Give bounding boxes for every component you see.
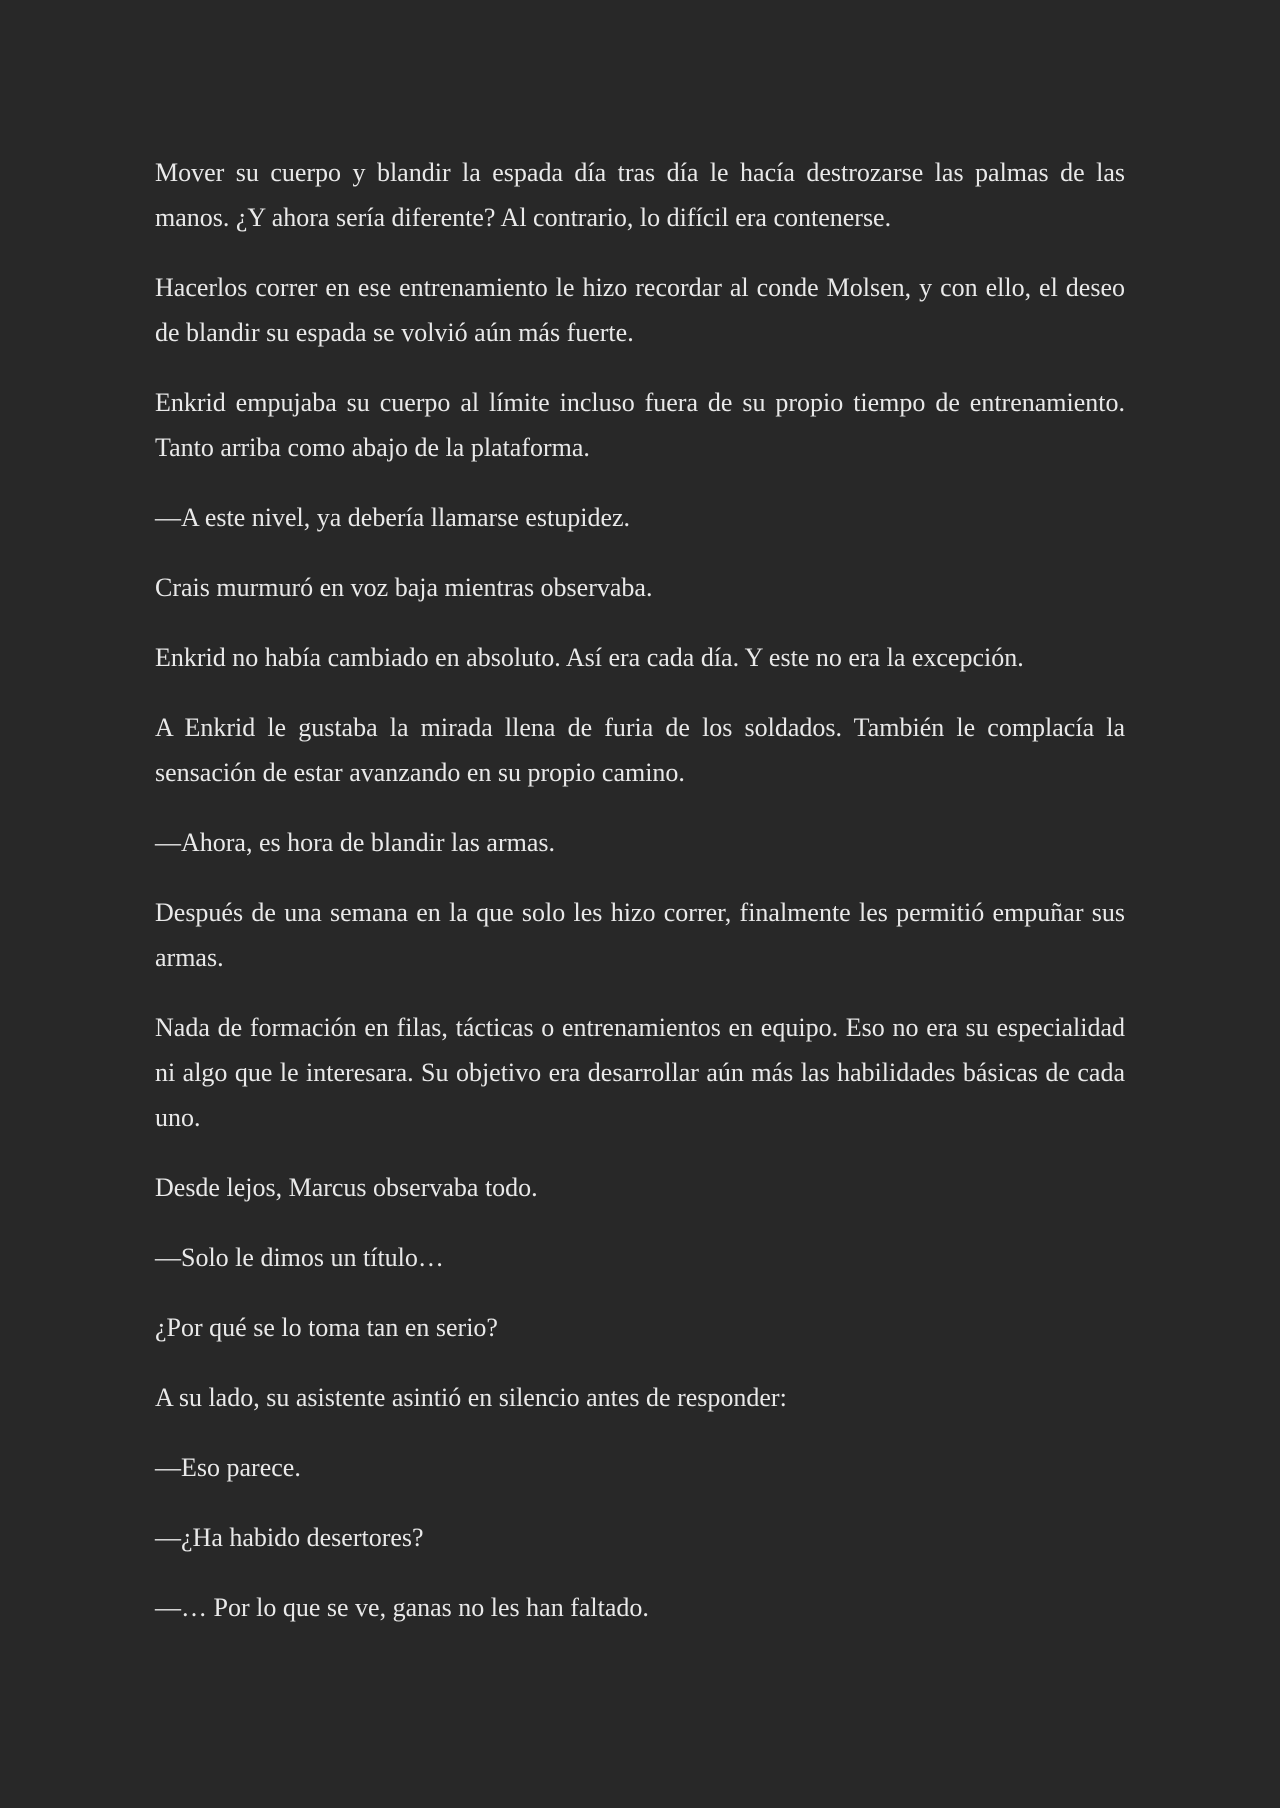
- paragraph: Crais murmuró en voz baja mientras observaba.: [155, 573, 653, 602]
- paragraph: —Solo le dimos un título…: [155, 1243, 444, 1272]
- paragraph: Después de una semana en la que solo les hizo correr, finalmente les permitió empuñar sus armas.: [155, 898, 1125, 972]
- paragraph: —Ahora, es hora de blandir las armas.: [155, 828, 555, 857]
- paragraph: Enkrid no había cambiado en absoluto. Así era cada día. Y este no era la excepción.: [155, 643, 1024, 672]
- paragraph: —… Por lo que se ve, ganas no les han faltado.: [155, 1593, 649, 1622]
- paragraph: Mover su cuerpo y blandir la espada día tras día le hacía destrozarse las palmas de las manos. ¿Y ahora sería diferente? Al contrario, lo difícil era contenerse.: [155, 158, 1125, 232]
- paragraph: Hacerlos correr en ese entrenamiento le hizo recordar al conde Molsen, y con ello, el deseo de blandir su espada se volvió aún más fuerte.: [155, 273, 1125, 347]
- paragraph: A Enkrid le gustaba la mirada llena de furia de los soldados. También le complacía la sensación de estar avanzando en su propio camino.: [155, 713, 1125, 787]
- paragraph: Nada de formación en filas, tácticas o entrenamientos en equipo. Eso no era su especialidad ni algo que le interesara. Su objetivo era desarrollar aún más las habilidades básicas de cada uno.: [155, 1013, 1125, 1132]
- paragraph: A su lado, su asistente asintió en silencio antes de responder:: [155, 1383, 787, 1412]
- paragraph: —¿Ha habido desertores?: [155, 1523, 424, 1552]
- paragraph: —Eso parece.: [155, 1453, 301, 1482]
- paragraph: Enkrid empujaba su cuerpo al límite incluso fuera de su propio tiempo de entrenamiento. Tanto arriba como abajo de la plataforma.: [155, 388, 1125, 462]
- paragraph: ¿Por qué se lo toma tan en serio?: [155, 1313, 498, 1342]
- paragraph: —A este nivel, ya debería llamarse estupidez.: [155, 503, 631, 532]
- chapter-text: [155, 150, 1125, 1630]
- paragraph: Desde lejos, Marcus observaba todo.: [155, 1173, 538, 1202]
